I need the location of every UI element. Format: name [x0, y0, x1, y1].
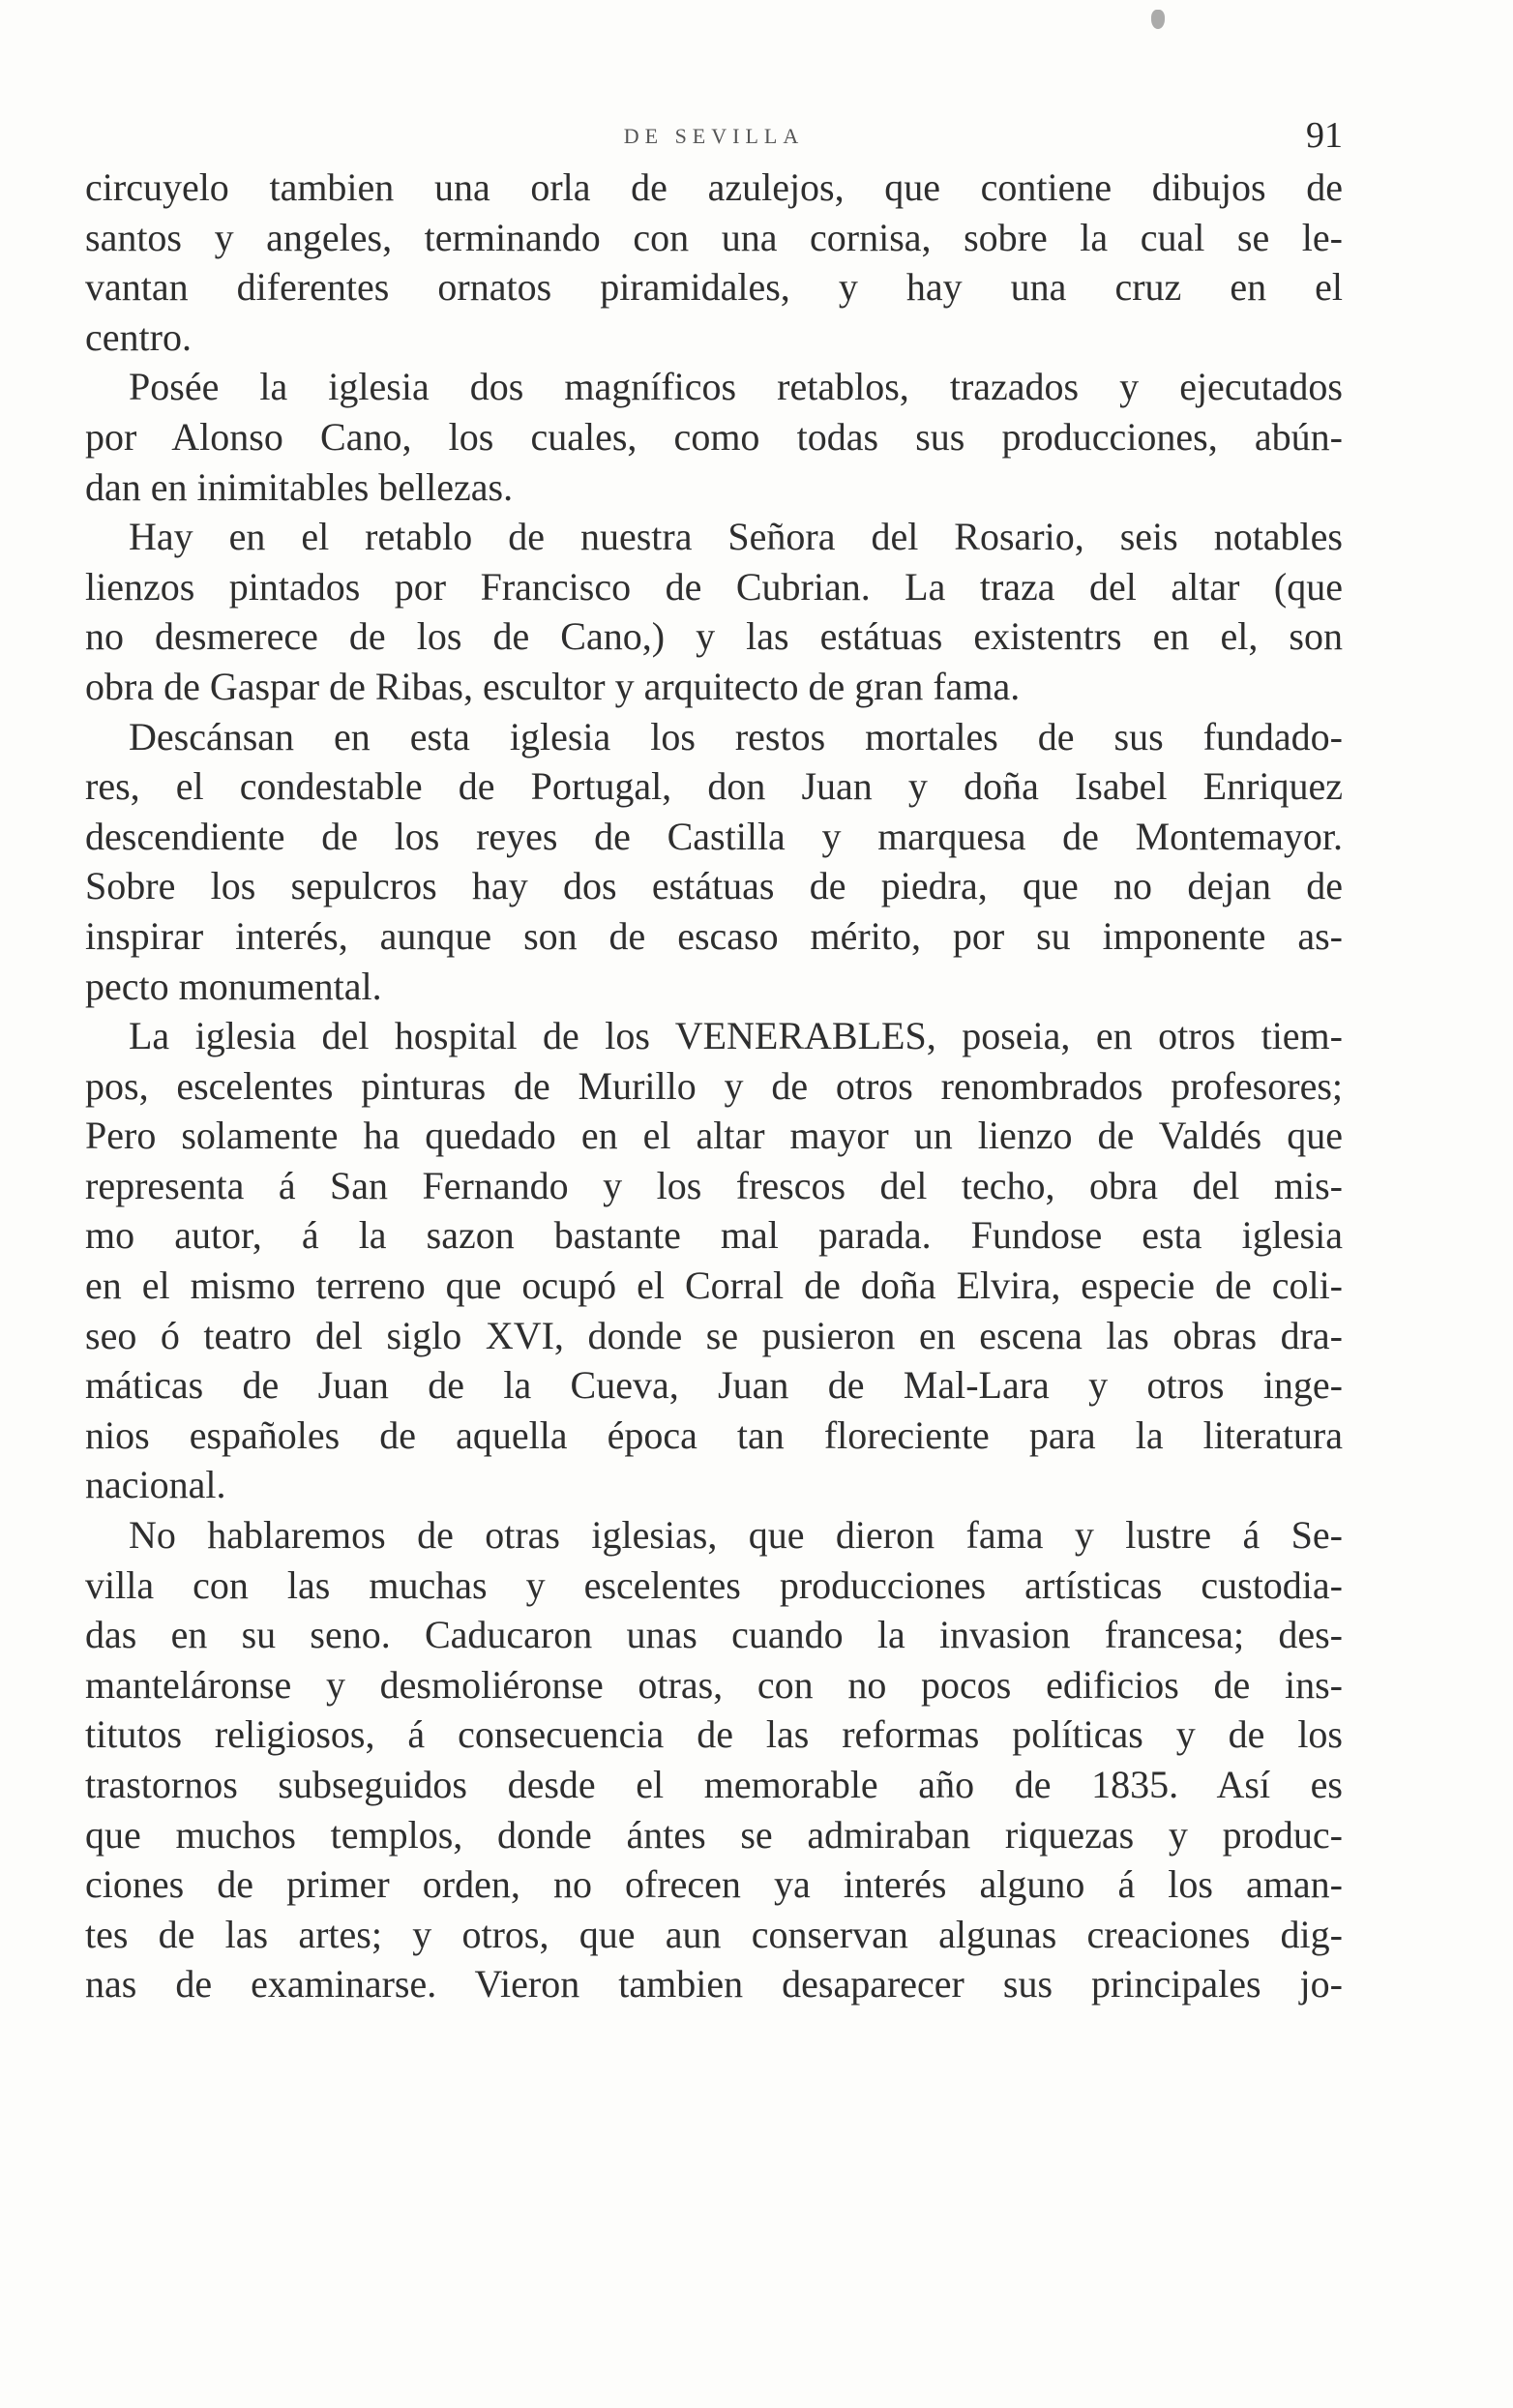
text-line: por Alonso Cano, los cuales, como todas sus producciones, abún- — [85, 414, 1343, 459]
text-line: Hay en el retablo de nuestra Señora del Rosario, seis notables — [129, 515, 1343, 559]
text-line: Sobre los sepulcros hay dos estátuas de piedra, que no dejan de — [85, 864, 1343, 908]
text-line: vantan diferentes ornatos piramidales, y hay una cruz en el — [85, 265, 1343, 310]
text-line: descendiente de los reyes de Castilla y marquesa de Montemayor. — [85, 814, 1343, 858]
ink-mark — [1151, 10, 1165, 29]
text-line: villa con las muchas y escelentes producciones artísticas custodia- — [85, 1562, 1343, 1607]
text-line: lienzos pintados por Francisco de Cubrian. La traza del altar (que — [85, 564, 1343, 609]
text-line: en el mismo terreno que ocupó el Corral de doña Elvira, especie de coli- — [85, 1263, 1343, 1308]
text-line: trastornos subseguidos desde el memorable año de 1835. Así es — [85, 1763, 1343, 1806]
text-line: pos, escelentes pinturas de Murillo y de otros renombrados profesores; — [85, 1063, 1343, 1108]
text-line: Descánsan en esta iglesia los restos mortales de sus fundado- — [129, 714, 1343, 758]
text-line: titutos religiosos, á consecuencia de las reformas políticas y de los — [85, 1712, 1343, 1757]
text-line: pecto monumental. — [85, 964, 382, 1008]
text-line: centro. — [85, 314, 192, 359]
body-text — [85, 163, 1343, 2009]
text-line: dan en inimitables bellezas. — [85, 464, 514, 509]
text-line: nios españoles de aquella época tan floreciente para la literatura — [85, 1412, 1343, 1457]
text-line: seo ó teatro del siglo XVI, donde se pusieron en escena las obras dra- — [85, 1313, 1343, 1357]
text-line: no desmerece de los de Cano,) y las estátuas existentrs en el, son — [85, 614, 1343, 659]
text-line: ciones de primer orden, no ofrecen ya interés alguno á los aman- — [85, 1862, 1343, 1907]
text-line: máticas de Juan de la Cueva, Juan de Mal-Lara y otros inge- — [85, 1363, 1343, 1408]
page-number: 91 — [1306, 115, 1343, 156]
text-line: que muchos templos, donde ántes se admiraban riquezas y produc- — [85, 1812, 1343, 1857]
text-line: res, el condestable de Portugal, don Juan y doña Isabel Enriquez — [85, 764, 1343, 809]
text-line: das en su seno. Caducaron unas cuando la invasion francesa; des- — [85, 1613, 1343, 1657]
text-line: No hablaremos de otras iglesias, que dieron fama y lustre á Se- — [129, 1513, 1343, 1558]
text-line: representa á San Fernando y los frescos del techo, obra del mis- — [85, 1163, 1343, 1207]
text-line: santos y angeles, terminando con una cornisa, sobre la cual se le- — [85, 215, 1343, 259]
text-line: Pero solamente ha quedado en el altar mayor un lienzo de Valdés que — [85, 1114, 1343, 1158]
text-line: inspirar interés, aunque son de escaso mérito, por su imponente as- — [85, 913, 1343, 958]
text-line: nacional. — [85, 1463, 226, 1507]
text-line: nas de examinarse. Vieron tambien desaparecer sus principales jo- — [85, 1962, 1343, 2007]
text-line: manteláronse y desmoliéronse otras, con no pocos edificios de ins- — [85, 1662, 1343, 1707]
text-line: obra de Gaspar de Ribas, escultor y arquitecto de gran fama. — [85, 664, 1021, 708]
text-line: mo autor, á la sazon bastante mal parada. Fundose esta iglesia — [85, 1213, 1343, 1258]
running-head: DE SEVILLA — [623, 124, 805, 148]
text-line: Posée la iglesia dos magníficos retablos, trazados y ejecutados — [129, 365, 1343, 409]
text-line: circuyelo tambien una orla de azulejos, que contiene dibujos de — [85, 165, 1343, 209]
text-line: La iglesia del hospital de los VENERABLES, poseia, en otros tiem- — [129, 1014, 1343, 1058]
text-line: tes de las artes; y otros, que aun conservan algunas creaciones dig- — [85, 1912, 1343, 1956]
